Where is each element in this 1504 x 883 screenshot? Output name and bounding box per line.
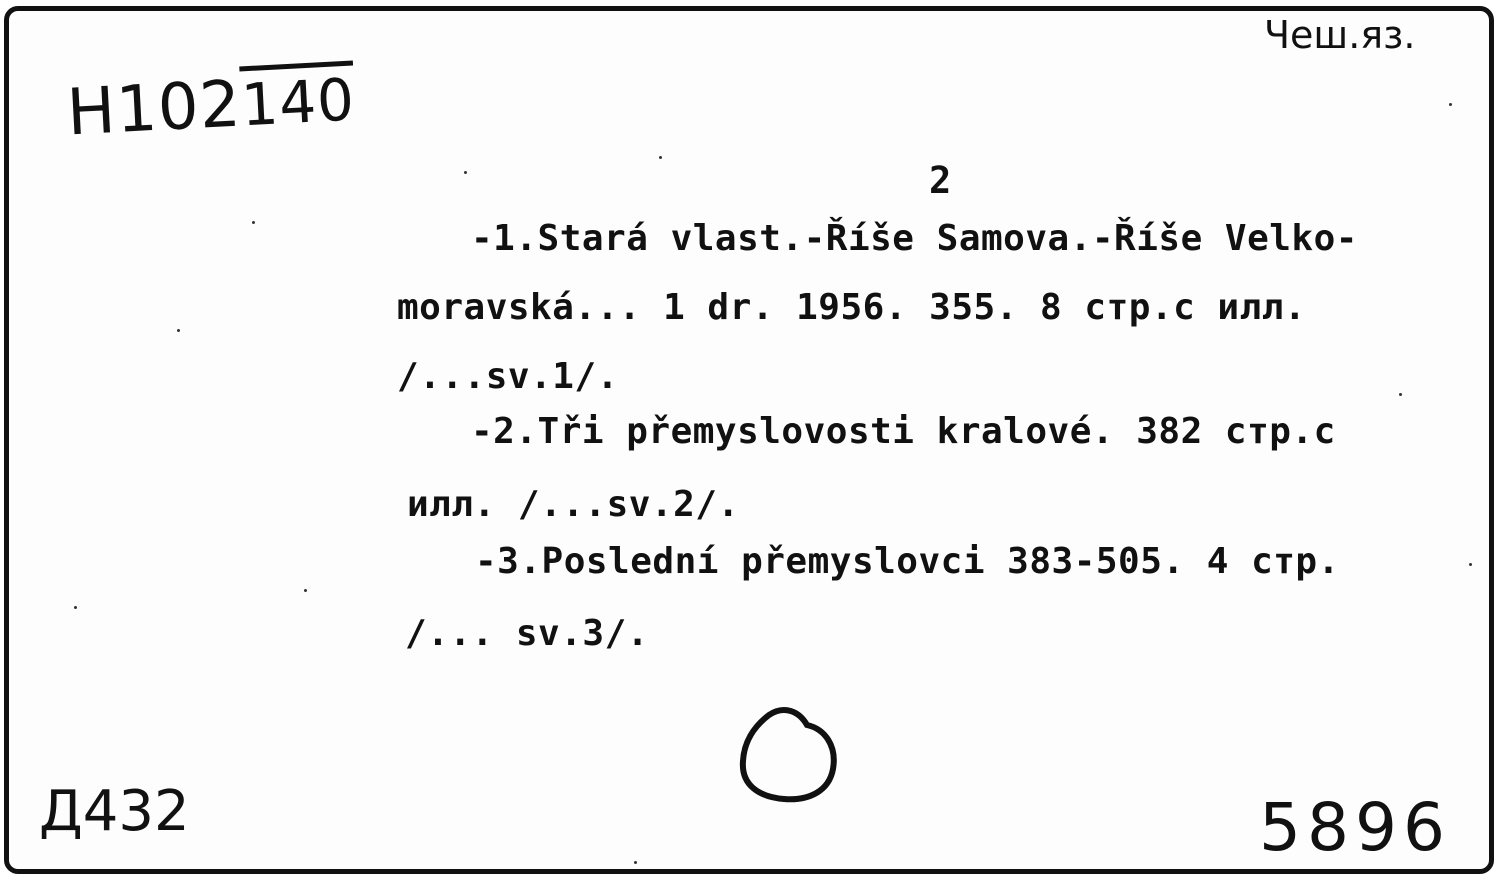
- shelfmark-top-left: [65, 62, 356, 151]
- speck: [1449, 103, 1452, 106]
- speck: [659, 156, 662, 159]
- typed-line-2: moravská... 1 dr. 1956. 355. 8 стр.с илл.: [397, 287, 1307, 328]
- speck: [1399, 393, 1402, 396]
- speck: [1469, 563, 1472, 566]
- typed-line-1: -1.Stará vlast.-Říše Samova.-Říše Velko-: [471, 218, 1358, 259]
- typed-line-5: илл. /...sv.2/.: [407, 484, 740, 525]
- speck: [177, 329, 180, 332]
- speck: [634, 861, 637, 864]
- typed-line-6: -3.Poslední přemyslovci 383-505. 4 стр.: [475, 541, 1340, 582]
- speck: [304, 589, 307, 592]
- language-note: Чеш.яз.: [1264, 13, 1416, 57]
- volume-marker: 2: [929, 159, 952, 202]
- typed-line-4: -2.Tři přemyslovosti kralové. 382 стр.с: [471, 411, 1336, 452]
- speck: [74, 606, 77, 609]
- speck: [464, 171, 467, 174]
- inventory-bottom-left: Д432: [39, 779, 190, 844]
- catalog-card: [4, 6, 1494, 874]
- shelfmark-main: H102: [65, 67, 244, 151]
- typed-line-7: /... sv.3/.: [405, 613, 649, 654]
- number-bottom-right: 5896: [1259, 789, 1451, 866]
- typed-line-3: /...sv.1/.: [397, 356, 619, 397]
- shelfmark-fraction: 140: [239, 65, 357, 140]
- speck: [252, 221, 255, 224]
- punch-hole: [729, 701, 849, 811]
